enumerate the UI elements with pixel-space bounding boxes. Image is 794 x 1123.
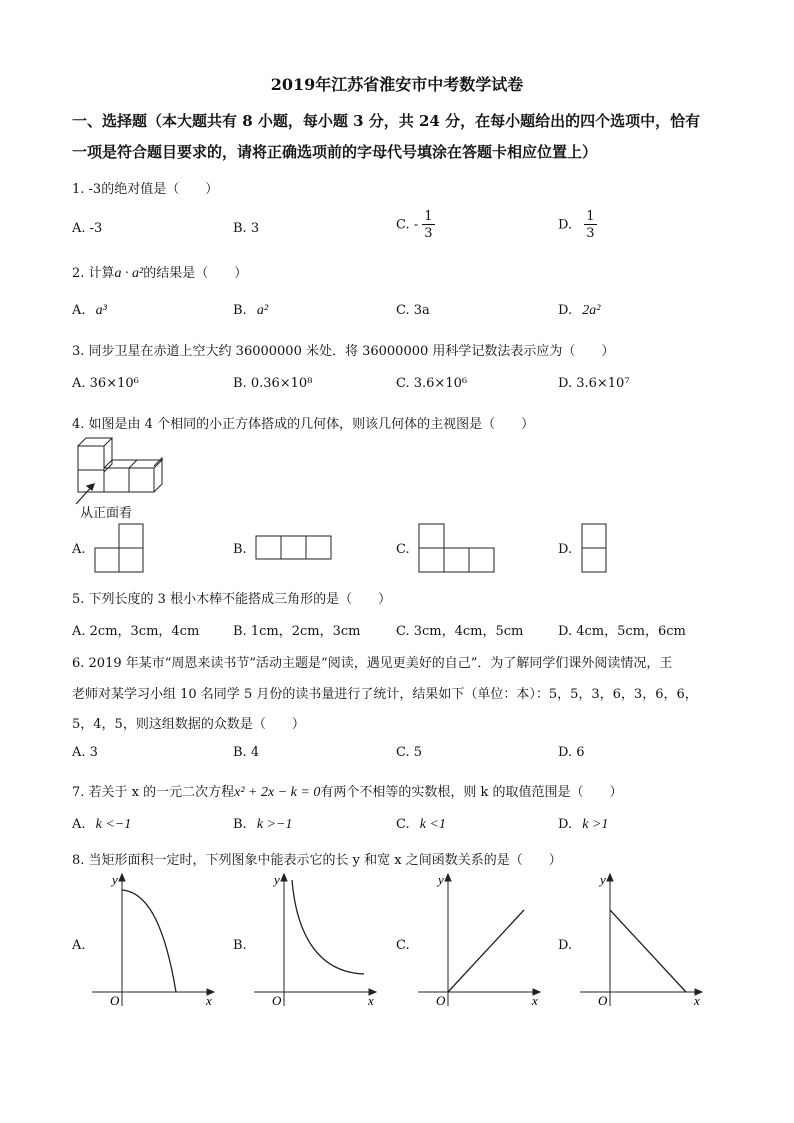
q7-stem xyxy=(72,781,622,801)
q2-b-math: a² xyxy=(256,303,269,318)
q2-d-label: D. xyxy=(558,303,573,318)
q8-d-line xyxy=(610,910,686,992)
q6-stem-line3: 5，4，5，则这组数据的众数是（ ） xyxy=(72,717,305,732)
q2-a-math: a³ xyxy=(95,303,107,318)
q8-option-c: C. xyxy=(396,938,410,953)
q6-option-b: B. 4 xyxy=(233,745,260,760)
q1-option-c xyxy=(396,210,435,240)
q5-option-c: C. 3cm，4cm，5cm xyxy=(396,624,524,639)
q8-d-y-label: y xyxy=(600,872,606,887)
q1-option-d-fraction xyxy=(584,210,596,240)
q8-c-line xyxy=(448,910,524,992)
q1-option-d xyxy=(558,210,597,240)
q8-option-a: A. xyxy=(72,938,86,953)
q8-b-x-label: x xyxy=(368,993,374,1008)
q3-option-a: A. 36×10⁶ xyxy=(72,376,139,391)
q8-stem: 8. 当矩形面积一定时，下列图象中能表示它的长 y 和宽 x 之间函数关系的是（ ） xyxy=(72,853,562,868)
q2-option-a xyxy=(72,303,107,319)
q4-option-a: A. xyxy=(72,542,86,557)
q1-d-denominator: 3 xyxy=(586,226,595,241)
q1-option-d-label: D. xyxy=(558,217,573,233)
q7-stem-pre: 7. 若关于 x 的一元二次方程 xyxy=(72,785,235,800)
q4-option-c: C. xyxy=(396,542,410,557)
q3-stem: 3. 同步卫星在赤道上空大约 36000000 米处．将 36000000 用科学记数法表示应为（ ） xyxy=(72,344,615,359)
q7-b-label: B. xyxy=(233,817,247,832)
q2-stem xyxy=(72,262,247,282)
q7-option-a xyxy=(72,817,131,833)
q4-option-d: D. xyxy=(558,542,573,557)
q7-d-math: k >1 xyxy=(582,817,609,832)
q6-stem-line1: 6. 2019 年某市“周恩来读书节”活动主题是“阅读，遇见更美好的自己”．为了解同学们课外阅读情况，王 xyxy=(72,656,673,671)
q2-a-label: A. xyxy=(72,303,86,318)
q4-option-d-view xyxy=(582,524,608,572)
q6-option-d: D. 6 xyxy=(558,745,585,760)
q3-option-d: D. 3.6×10⁷ xyxy=(558,376,630,391)
q7-option-b xyxy=(233,817,292,833)
section-heading-line1: 一、选择题（本大题共有 8 小题，每小题 3 分，共 24 分，在每小题给出的四个选项中，恰有 xyxy=(72,112,701,130)
q6-option-c: C. 5 xyxy=(396,745,423,760)
q8-b-origin: O xyxy=(272,993,282,1008)
q7-c-label: C. xyxy=(396,817,410,832)
q4-option-b-view xyxy=(256,536,332,560)
q8-graph-d xyxy=(580,868,710,1008)
q8-a-x-label: x xyxy=(206,993,212,1008)
section-heading-line2: 一项是符合题目要求的，请将正确选项前的字母代号填涂在答题卡相应位置上） xyxy=(72,143,598,161)
q2-stem-pre: 2. 计算 xyxy=(72,266,115,281)
q4-cube-figure xyxy=(72,438,172,498)
q5-stem: 5. 下列长度的 3 根小木棒不能搭成三角形的是（ ） xyxy=(72,592,392,607)
q7-stem-expr: x² + 2x − k = 0 xyxy=(234,785,321,800)
q2-option-d xyxy=(558,303,600,319)
q8-b-y-label: y xyxy=(274,872,280,887)
q1-option-b: B. 3 xyxy=(233,221,260,236)
q1-option-c-label: C. - xyxy=(396,217,419,233)
q2-stem-expr: a · a² xyxy=(114,266,144,281)
q2-stem-post: 的结果是（ ） xyxy=(143,266,248,281)
q2-option-b xyxy=(233,303,268,319)
q2-d-math: 2a² xyxy=(582,303,601,318)
q8-c-y-label: y xyxy=(438,872,444,887)
q4-option-b: B. xyxy=(233,542,247,557)
q4-option-c-view xyxy=(419,524,495,572)
q8-option-b: B. xyxy=(233,938,247,953)
q1-d-numerator: 1 xyxy=(586,209,595,224)
q8-d-origin: O xyxy=(598,993,608,1008)
q8-graph-b xyxy=(254,868,384,1008)
q8-c-x-label: x xyxy=(532,993,538,1008)
q7-b-math: k >−1 xyxy=(256,817,293,832)
q7-c-math: k <1 xyxy=(419,817,446,832)
q8-c-origin: O xyxy=(436,993,446,1008)
q2-option-c: C. 3a xyxy=(396,303,430,318)
q3-option-b: B. 0.36×10⁸ xyxy=(233,376,313,391)
q5-option-d: D. 4cm，5cm，6cm xyxy=(558,624,686,639)
q7-d-label: D. xyxy=(558,817,573,832)
q8-graph-a xyxy=(92,868,222,1008)
q6-option-a: A. 3 xyxy=(72,745,98,760)
q8-a-curve xyxy=(122,890,176,992)
q7-stem-post: 有两个不相等的实数根，则 k 的取值范围是（ ） xyxy=(320,785,623,800)
q7-a-math: k <−1 xyxy=(95,817,132,832)
q1-option-a: A. -3 xyxy=(72,221,103,236)
q1-stem: 1. -3的绝对值是（ ） xyxy=(72,182,219,197)
q5-option-b: B. 1cm，2cm，3cm xyxy=(233,624,361,639)
q8-option-d: D. xyxy=(558,938,573,953)
q1-option-c-fraction xyxy=(422,210,434,240)
q5-option-a: A. 2cm，3cm，4cm xyxy=(72,624,200,639)
q8-b-curve xyxy=(292,880,364,974)
q6-stem-line2: 老师对某学习小组 10 名同学 5 月份的读书量进行了统计，结果如下（单位：本）：5，5，3，6，3，6，6， xyxy=(72,687,698,702)
q4-figure-caption: 从正面看 xyxy=(80,506,133,521)
page-title: 2019年江苏省淮安市中考数学试卷 xyxy=(270,75,524,94)
q8-d-x-label: x xyxy=(694,993,700,1008)
q7-option-d xyxy=(558,817,608,833)
q4-stem: 4. 如图是由 4 个相同的小正方体搭成的几何体，则该几何体的主视图是（ ） xyxy=(72,417,535,432)
q1-c-denominator: 3 xyxy=(424,226,433,241)
q3-option-c: C. 3.6×10⁶ xyxy=(396,376,468,391)
q8-graph-c xyxy=(418,868,548,1008)
q4-option-a-view xyxy=(95,524,145,572)
q7-option-c xyxy=(396,817,446,833)
q2-b-label: B. xyxy=(233,303,247,318)
q7-a-label: A. xyxy=(72,817,86,832)
q8-a-origin: O xyxy=(110,993,120,1008)
q1-c-numerator: 1 xyxy=(424,209,433,224)
q8-a-y-label: y xyxy=(112,872,118,887)
